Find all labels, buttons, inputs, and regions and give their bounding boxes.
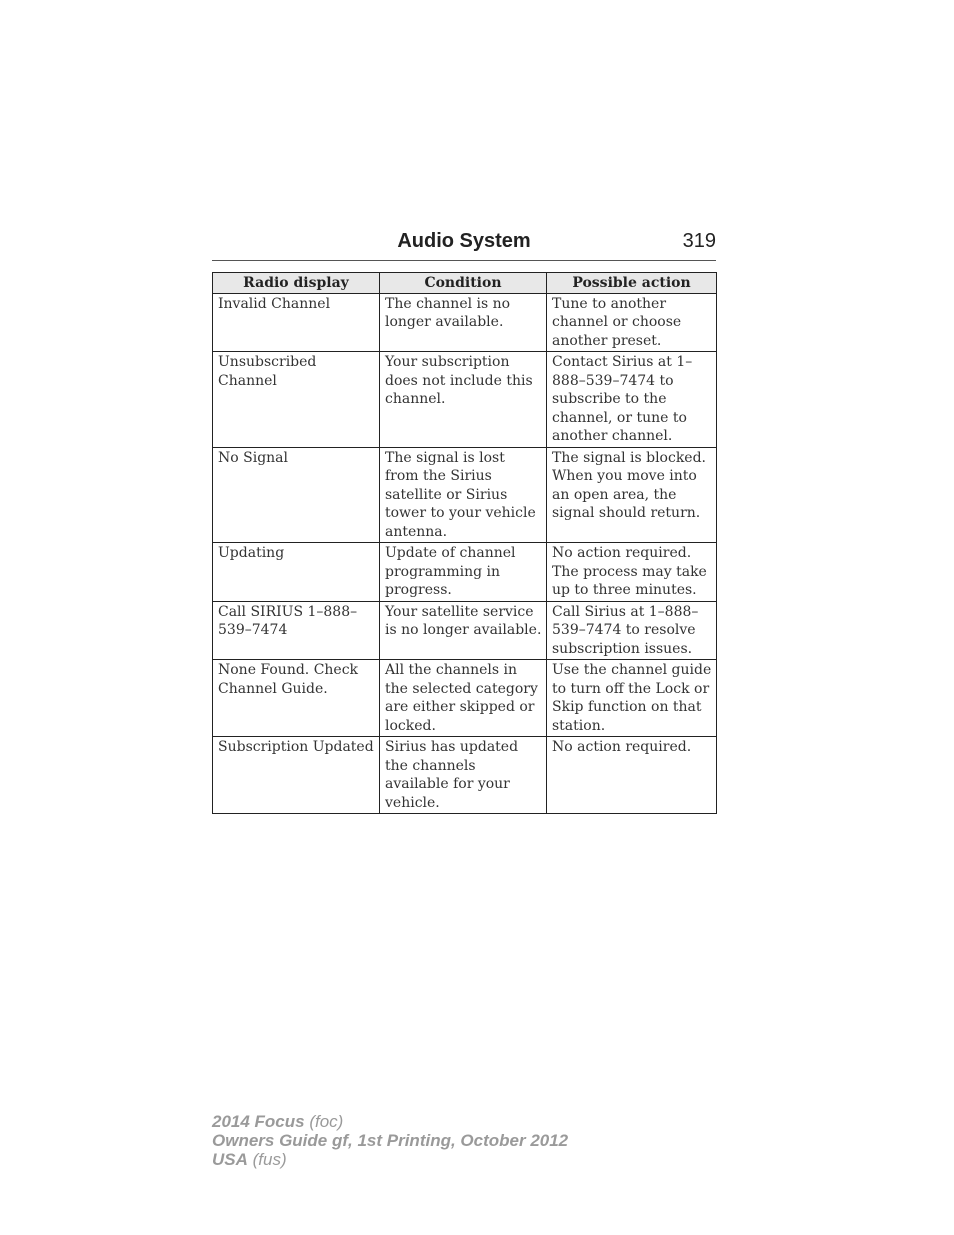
table-row <box>213 352 717 448</box>
footer-line-model <box>212 1112 568 1131</box>
radio-display-cell: No Signal <box>213 447 380 543</box>
condition-cell: Sirius has updated the channels available for your vehicle. <box>380 737 547 814</box>
condition-cell: The signal is lost from the Sirius satellite or Sirius tower to your vehicle antenna. <box>380 447 547 543</box>
possible-action-cell: Call Sirius at 1–888–539–7474 to resolve subscription issues. <box>547 601 717 660</box>
page-footer <box>212 1112 568 1169</box>
possible-action-cell: Contact Sirius at 1–888–539–7474 to subscribe to the channel, or tune to another channel. <box>547 352 717 448</box>
radio-display-cell: None Found. Check Channel Guide. <box>213 660 380 737</box>
page-header <box>212 228 716 261</box>
radio-display-cell: Subscription Updated <box>213 737 380 814</box>
condition-cell: All the channels in the selected category are either skipped or locked. <box>380 660 547 737</box>
column-header-radio-display: Radio display <box>213 273 380 294</box>
radio-display-cell: Unsubscribed Channel <box>213 352 380 448</box>
page-number: 319 <box>682 230 716 252</box>
footer-line-market <box>212 1150 568 1169</box>
table-row <box>213 737 717 814</box>
possible-action-cell: Use the channel guide to turn off the Lock or Skip function on that station. <box>547 660 717 737</box>
possible-action-cell: No action required. <box>547 737 717 814</box>
condition-cell: The channel is no longer available. <box>380 293 547 352</box>
table-row <box>213 447 717 543</box>
condition-cell: Your satellite service is no longer available. <box>380 601 547 660</box>
possible-action-cell: The signal is blocked. When you move into an open area, the signal should return. <box>547 447 717 543</box>
section-title: Audio System <box>397 230 531 252</box>
radio-display-cell: Call SIRIUS 1–888–539–7474 <box>213 601 380 660</box>
condition-cell: Your subscription does not include this channel. <box>380 352 547 448</box>
footer-line-printing <box>212 1131 568 1150</box>
possible-action-cell: No action required. The process may take up to three minutes. <box>547 543 717 602</box>
radio-display-table <box>212 272 717 814</box>
radio-display-cell: Invalid Channel <box>213 293 380 352</box>
possible-action-cell: Tune to another channel or choose another preset. <box>547 293 717 352</box>
column-header-condition: Condition <box>380 273 547 294</box>
footer-market-code: (fus) <box>252 1150 287 1169</box>
footer-market-name: USA <box>212 1150 248 1169</box>
footer-model-name: 2014 Focus <box>212 1112 305 1131</box>
radio-display-cell: Updating <box>213 543 380 602</box>
table-row <box>213 293 717 352</box>
table-row <box>213 660 717 737</box>
table-row <box>213 543 717 602</box>
footer-printing-info: Owners Guide gf, 1st Printing, October 2012 <box>212 1131 569 1150</box>
table-row <box>213 601 717 660</box>
column-header-possible-action: Possible action <box>547 273 717 294</box>
footer-model-code: (foc) <box>309 1112 344 1131</box>
condition-cell: Update of channel programming in progress. <box>380 543 547 602</box>
table-header-row <box>213 273 717 294</box>
